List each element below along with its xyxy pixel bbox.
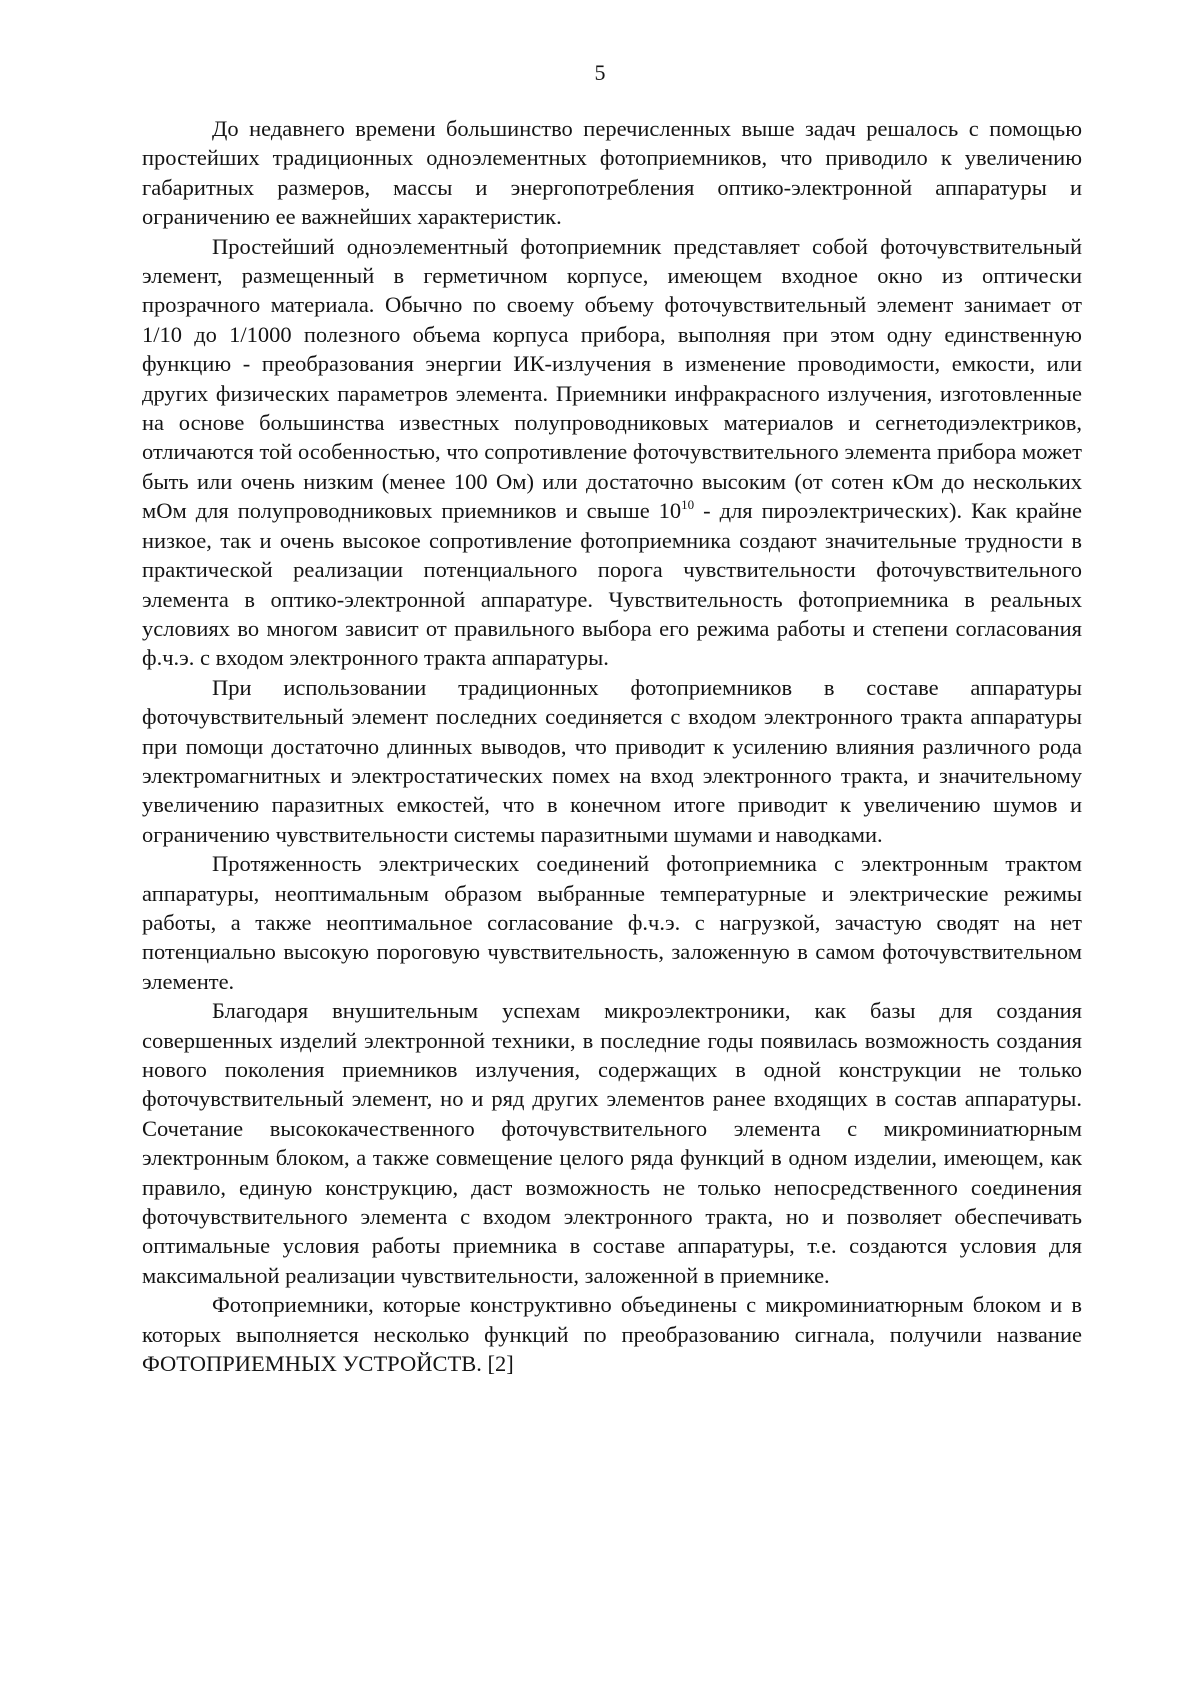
paragraph-electrical-connections: Протяженность электрических соединений фотоприемника с электронным трактом аппаратуры, неоптимальным образом выбранные температурные и электрические режимы работы, а также неоптимальное согласование ф.ч.э. с нагрузкой, зачастую сводят на нет потенциально высокую пороговую чувствительность, заложенную в самом фоточувствительном элементе.: [142, 851, 1082, 994]
paragraph-intro: До недавнего времени большинство перечисленных выше задач решалось с помощью простейших традиционных одноэлементных фотоприемников, что приводило к увеличению габаритных размеров, массы и энергопотребления оптико-электронной аппаратуры и ограничению ее важнейших характеристик.: [142, 116, 1082, 230]
paragraph-photoreceiving-devices: Фотоприемники, которые конструктивно объединены с микроминиатюрным блоком и в которых выполняется несколько функций по преобразованию сигнала, получили название ФОТОПРИЕМНЫХ УСТРОЙСТВ. [2]: [142, 1292, 1082, 1377]
page-number: 5: [594, 60, 606, 85]
paragraph-text-before-exponent: Простейший одноэлементный фотоприемник представляет собой фоточувствительный элемент, размещенный в герметичном корпусе, имеющем входное окно из оптически прозрачного материала. Обычно по своему объему фоточувствительный элемент занимает от 1/10 до 1/1000 полезного объема корпуса прибора, выполняя при этом одну единственную функцию - преобразования энергии ИК-излучения в изменение проводимости, емкости, или других физических параметров элемента. Приемники инфракрасного излучения, изготовленные на основе большинства известных полупроводниковых материалов и сегнетодиэлектриков, отличаются той особенностью, что сопротивление фоточувствительного элемента прибора может быть или очень низким (менее 100 Ом) или достаточно высоким (от сотен кОм до нескольких мОм для полупроводниковых приемников и свыше 10: [142, 233, 1082, 524]
exponent: 10: [681, 497, 695, 513]
paragraph-microelectronics: Благодаря внушительным успехам микроэлектроники, как базы для создания совершенных изделий электронной техники, в последние годы появилась возможность создания нового поколения приемников излучения, содержащих в одной конструкции не только фоточувствительный элемент, но и ряд других элементов ранее входящих в состав аппаратуры. Сочетание высококачественного фоточувствительного элемента с микроминиатюрным электронным блоком, а также совмещение целого ряда функций в одном изделии, имеющем, как правило, единую конструкцию, даст возможность не только непосредственного соединения фоточувствительного элемента с входом электронного тракта, но и позволяет обеспечивать оптимальные условия работы приемника в составе аппаратуры, т.е. создаются условия для максимальной реализации чувствительности, заложенной в приемнике.: [142, 998, 1082, 1288]
body-text: [142, 114, 1082, 1378]
paragraph-text-after-exponent: - для пироэлектрических). Как крайне низкое, так и очень высокое сопротивление фотоприемника создают значительные трудности в практической реализации потенциального порога чувствительности фоточувствительного элемента в оптико-электронной аппаратуре. Чувствительность фотоприемника в реальных условиях во многом зависит от правильного выбора его режима работы и степени согласования ф.ч.э. с входом электронного тракта аппаратуры.: [142, 498, 1082, 671]
paragraph-traditional-photodetectors: При использовании традиционных фотоприемников в составе аппаратуры фоточувствительный элемент последних соединяется с входом электронного тракта аппаратуры при помощи достаточно длинных выводов, что приводит к усилению влияния различного рода электромагнитных и электростатических помех на вход электронного тракта, и значительному увеличению паразитных емкостей, что в конечном итоге приводит к увеличению шумов и ограничению чувствительности системы паразитными шумами и наводками.: [142, 674, 1082, 847]
paragraph-single-element-photodetector: [142, 232, 1082, 673]
